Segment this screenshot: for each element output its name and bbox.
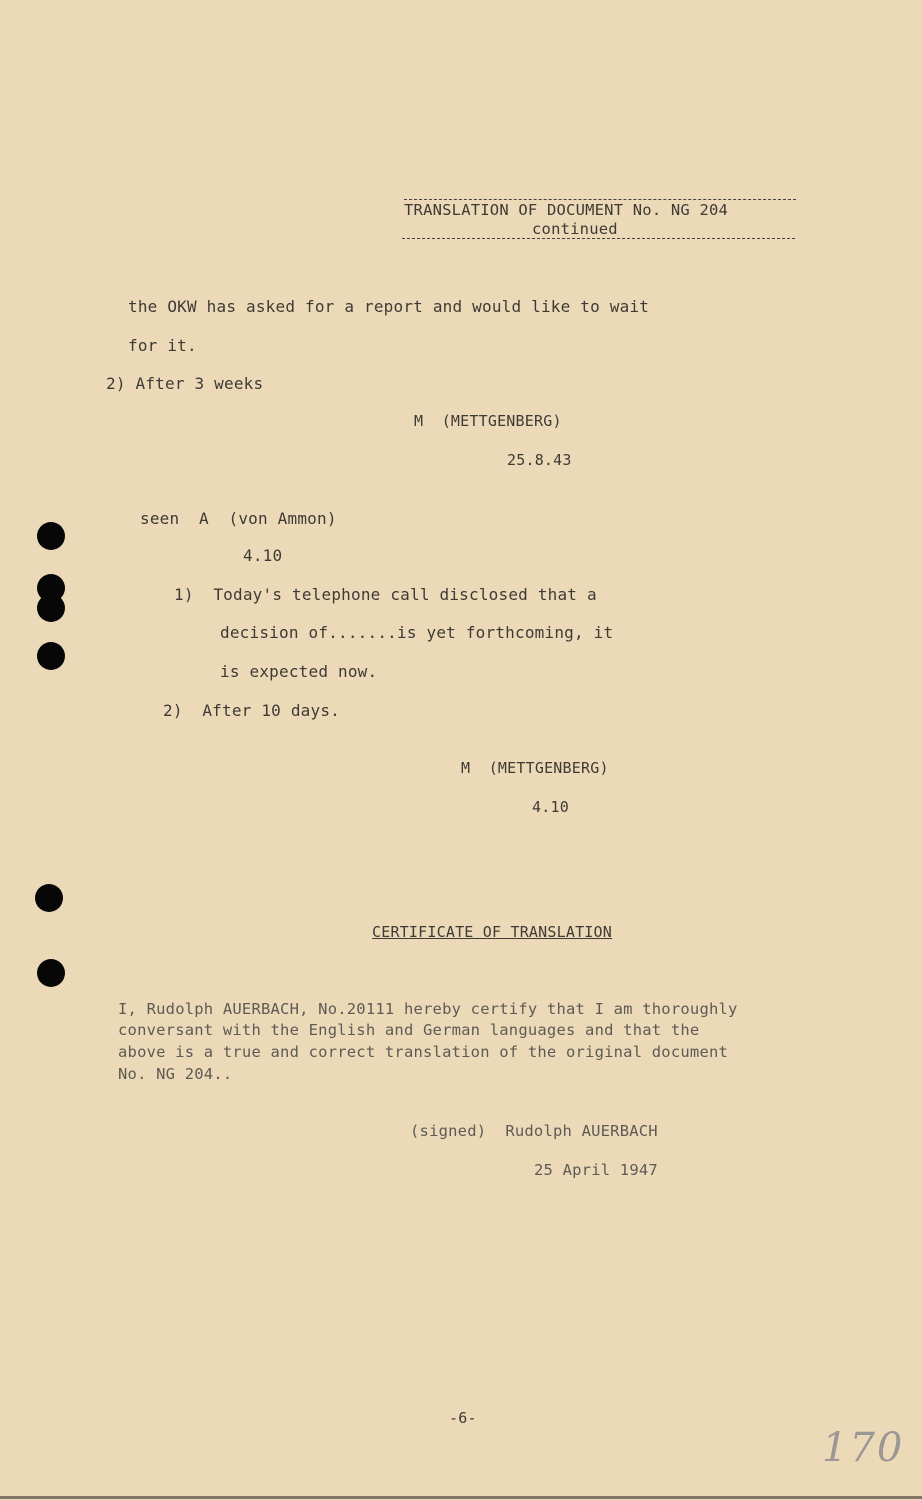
signature-1-name: M (METTGENBERG) [414, 412, 562, 430]
punch-hole [37, 522, 65, 550]
page-number: -6- [449, 1409, 477, 1427]
header-subtitle: continued [532, 220, 618, 238]
certificate-title: CERTIFICATE OF TRANSLATION [372, 923, 612, 941]
signature-2-date: 4.10 [532, 798, 569, 816]
item-1-line-2: decision of.......is yet forthcoming, it [220, 623, 614, 642]
header-top-rule [404, 199, 796, 200]
certificate-line-3: above is a true and correct translation of the original document [118, 1043, 729, 1061]
handwritten-page-number: 170 [822, 1425, 905, 1471]
item-2: 2) After 10 days. [163, 701, 340, 720]
certificate-line-4: No. NG 204.. [118, 1065, 233, 1083]
item-1-line-1: 1) Today's telephone call disclosed that a [174, 585, 597, 604]
certificate-line-2: conversant with the English and German languages and that the [118, 1021, 700, 1039]
certificate-line-1: I, Rudolph AUERBACH, No.20111 hereby certify that I am thoroughly [118, 1000, 738, 1018]
certificate-date: 25 April 1947 [534, 1161, 658, 1179]
certificate-signed: (signed) Rudolph AUERBACH [410, 1122, 658, 1140]
item-1-line-3: is expected now. [220, 662, 378, 681]
seen-date: 4.10 [243, 546, 283, 565]
punch-hole [37, 959, 65, 987]
scan-edge [0, 1496, 922, 1499]
body-line-3: 2) After 3 weeks [106, 374, 264, 393]
body-line-2: for it. [128, 336, 197, 355]
header-title: TRANSLATION OF DOCUMENT No. NG 204 [404, 201, 729, 219]
punch-hole [35, 884, 63, 912]
header-bottom-rule [402, 238, 795, 239]
punch-hole [37, 642, 65, 670]
punch-hole [37, 594, 65, 622]
signature-2-name: M (METTGENBERG) [461, 759, 609, 777]
signature-1-date: 25.8.43 [507, 451, 572, 469]
body-line-1: the OKW has asked for a report and would like to wait [128, 297, 650, 316]
seen-line: seen A (von Ammon) [140, 509, 337, 528]
